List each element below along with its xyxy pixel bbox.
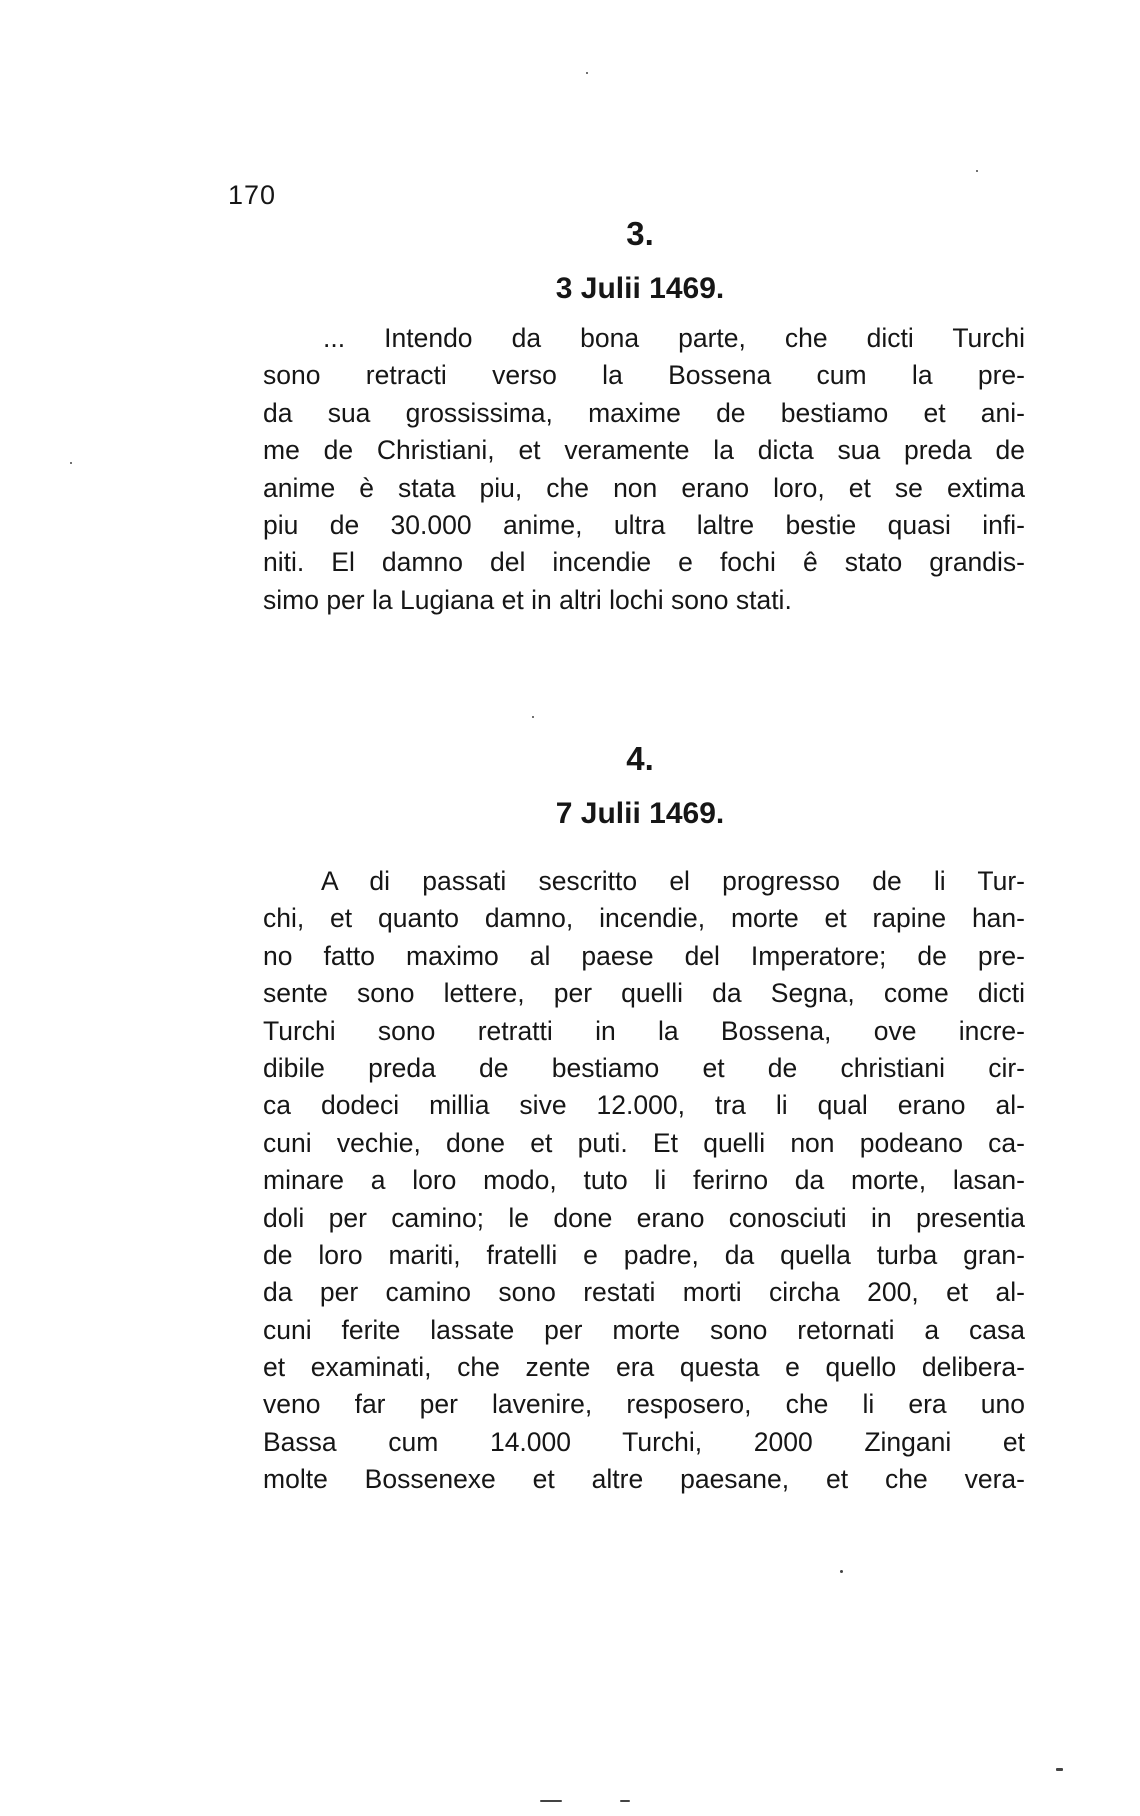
text-line: piu de 30.000 anime, ultra laltre bestie quasi infi- <box>263 509 1025 540</box>
section-number: 4. <box>626 740 654 777</box>
text-line: Turchi sono retratti in la Bossena, ove incre- <box>263 1015 1025 1046</box>
text-line: dibile preda de bestiamo et de christiani cir- <box>263 1052 1025 1083</box>
text-line: chi, et quanto damno, incendie, morte et rapine han- <box>263 903 1025 934</box>
section-number: 3. <box>626 215 654 252</box>
scan-speck <box>540 1800 562 1802</box>
text-line: simo per la Lugiana et in altri lochi sono stati. <box>263 584 792 615</box>
text-line: et examinati, che zente era questa e quello delibera- <box>263 1352 1025 1383</box>
text-line: me de Christiani, et veramente la dicta sua preda de <box>263 435 1025 466</box>
text-line: niti. El damno del incendie e fochi ê stato grandis- <box>263 547 1025 578</box>
text-line: da per camino sono restati morti circha 200, et al- <box>263 1277 1025 1308</box>
text-line: veno far per lavenire, resposero, che li era uno <box>263 1389 1025 1420</box>
text-line: A di passati sescritto el progresso de li Tur- <box>321 866 1025 896</box>
text-line: ca dodeci millia sive 12.000, tra li qual erano al- <box>263 1090 1025 1121</box>
scan-speck <box>532 716 534 718</box>
section-date: 7 Julii 1469. <box>555 797 725 830</box>
scan-speck <box>586 72 588 74</box>
scan-speck <box>620 1800 630 1802</box>
section-body <box>263 863 1025 1499</box>
text-line: cuni ferite lassate per morte sono retornati a casa <box>263 1314 1025 1345</box>
scan-speck <box>1056 1768 1063 1771</box>
scan-speck <box>976 170 978 172</box>
text-line: sono retracti verso la Bossena cum la pre- <box>263 360 1025 391</box>
text-line: da sua grossissima, maxime de bestiamo et ani- <box>263 397 1025 428</box>
text-line: molte Bossenexe et altre paesane, et che vera- <box>263 1464 1025 1495</box>
text-line: de loro mariti, fratelli e padre, da quella turba gran- <box>263 1239 1025 1270</box>
text-line: doli per camino; le done erano conosciuti in presentia <box>263 1202 1025 1233</box>
page-number: 170 <box>228 180 277 210</box>
scan-speck <box>840 1570 843 1573</box>
text-line: sente sono lettere, per quelli da Segna, come dicti <box>263 978 1025 1009</box>
section-body <box>263 320 1025 619</box>
section-date: 3 Julii 1469. <box>555 272 725 305</box>
text-line: ... Intendo da bona parte, che dicti Turchi <box>323 323 1025 353</box>
text-line: minare a loro modo, tuto li ferirno da morte, lasan- <box>263 1165 1025 1196</box>
text-line: no fatto maximo al paese del Imperatore; de pre- <box>263 940 1025 971</box>
text-line: anime è stata piu, che non erano loro, et se extima <box>263 472 1025 503</box>
scan-speck <box>70 462 72 464</box>
text-line: cuni vechie, done et puti. Et quelli non podeano ca- <box>263 1127 1025 1158</box>
text-line: Bassa cum 14.000 Turchi, 2000 Zingani et <box>263 1426 1025 1457</box>
